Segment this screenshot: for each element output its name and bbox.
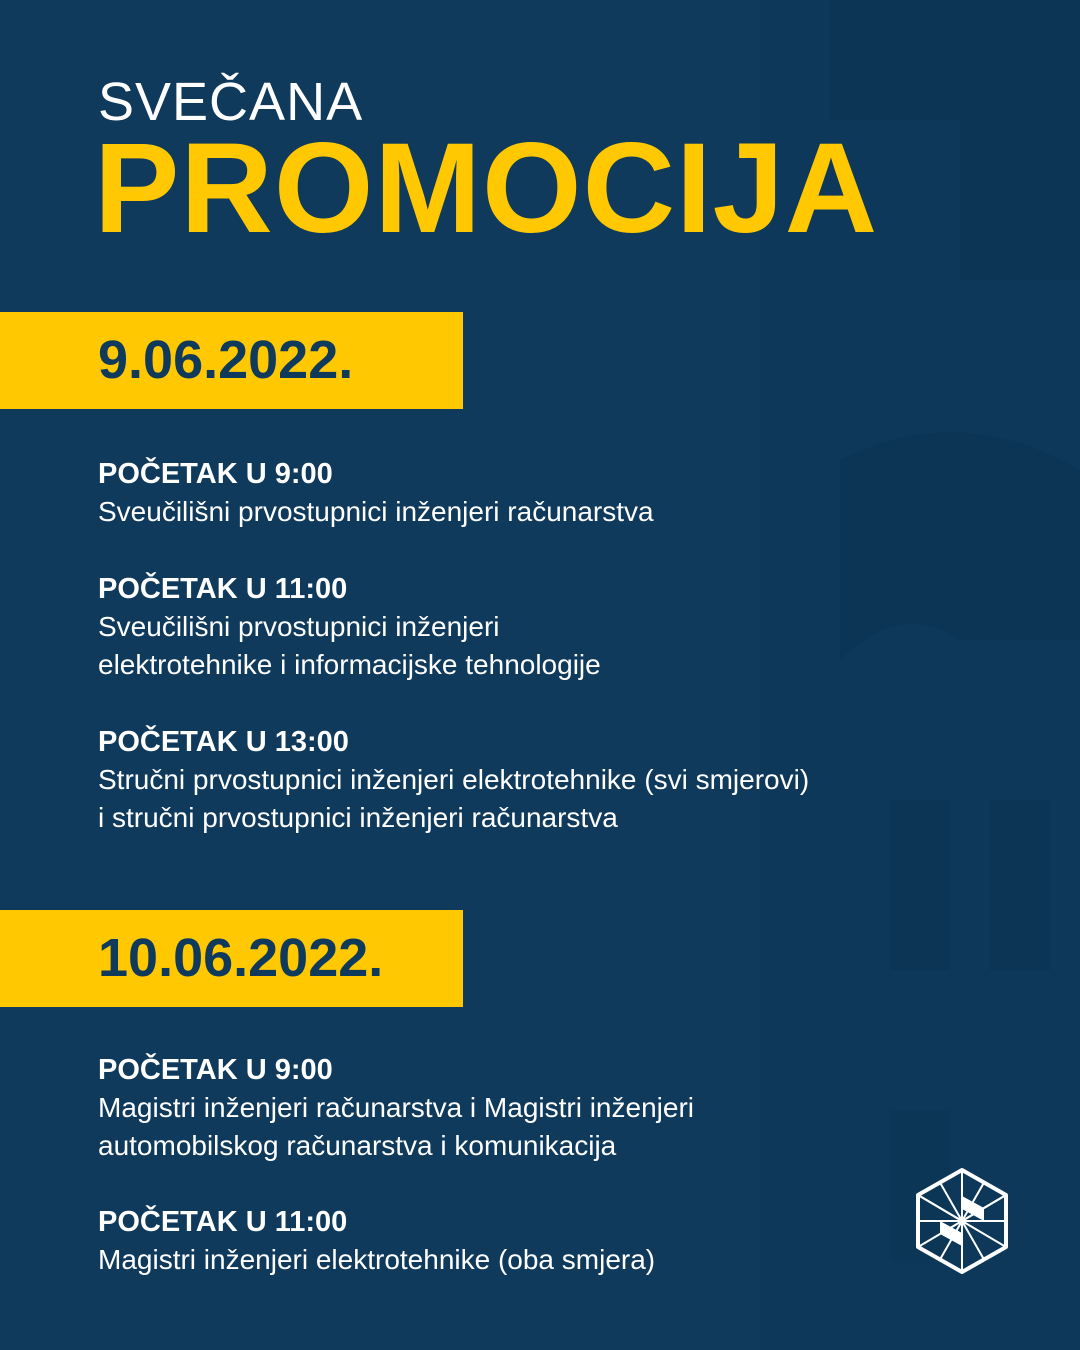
session-description <box>98 608 1038 684</box>
session-description <box>98 493 1038 531</box>
session-day1-2 <box>98 570 1038 684</box>
session-time: POČETAK U 11:00 <box>98 1206 348 1238</box>
description-line: Magistri inženjeri elektrotehnike (oba smjera) <box>98 1244 656 1275</box>
session-day2-2 <box>98 1203 1038 1279</box>
date-label: 9.06.2022. <box>98 330 354 390</box>
description-line: Magistri inženjeri računarstva i Magistri inženjeri <box>98 1092 694 1123</box>
session-day2-1 <box>98 1051 1038 1165</box>
session-time: POČETAK U 13:00 <box>98 726 349 758</box>
description-line: Stručni prvostupnici inženjeri elektrotehnike (svi smjerovi) <box>98 764 810 795</box>
session-description <box>98 761 1038 837</box>
description-line: Sveučilišni prvostupnici inženjeri <box>98 611 500 642</box>
description-line: i stručni prvostupnici inženjeri računarstva <box>98 802 618 833</box>
session-time: POČETAK U 11:00 <box>98 573 348 605</box>
date-band-day-2 <box>0 910 463 1007</box>
subtitle: SVEČANA <box>98 72 364 132</box>
description-line: automobilskog računarstva i komunikacija <box>98 1130 617 1161</box>
page-title: PROMOCIJA <box>94 117 879 260</box>
session-day1-3 <box>98 723 1038 837</box>
session-time: POČETAK U 9:00 <box>98 458 333 490</box>
date-band-day-1 <box>0 312 463 409</box>
session-description <box>98 1089 1038 1165</box>
description-line: elektrotehnike i informacijske tehnologije <box>98 649 601 680</box>
session-description <box>98 1241 1038 1279</box>
hexagon-cube-logo-icon <box>914 1166 1010 1276</box>
session-time: POČETAK U 9:00 <box>98 1054 333 1086</box>
date-label: 10.06.2022. <box>98 928 384 988</box>
session-day1-1 <box>98 455 1038 531</box>
description-line: Sveučilišni prvostupnici inženjeri računarstva <box>98 496 654 527</box>
